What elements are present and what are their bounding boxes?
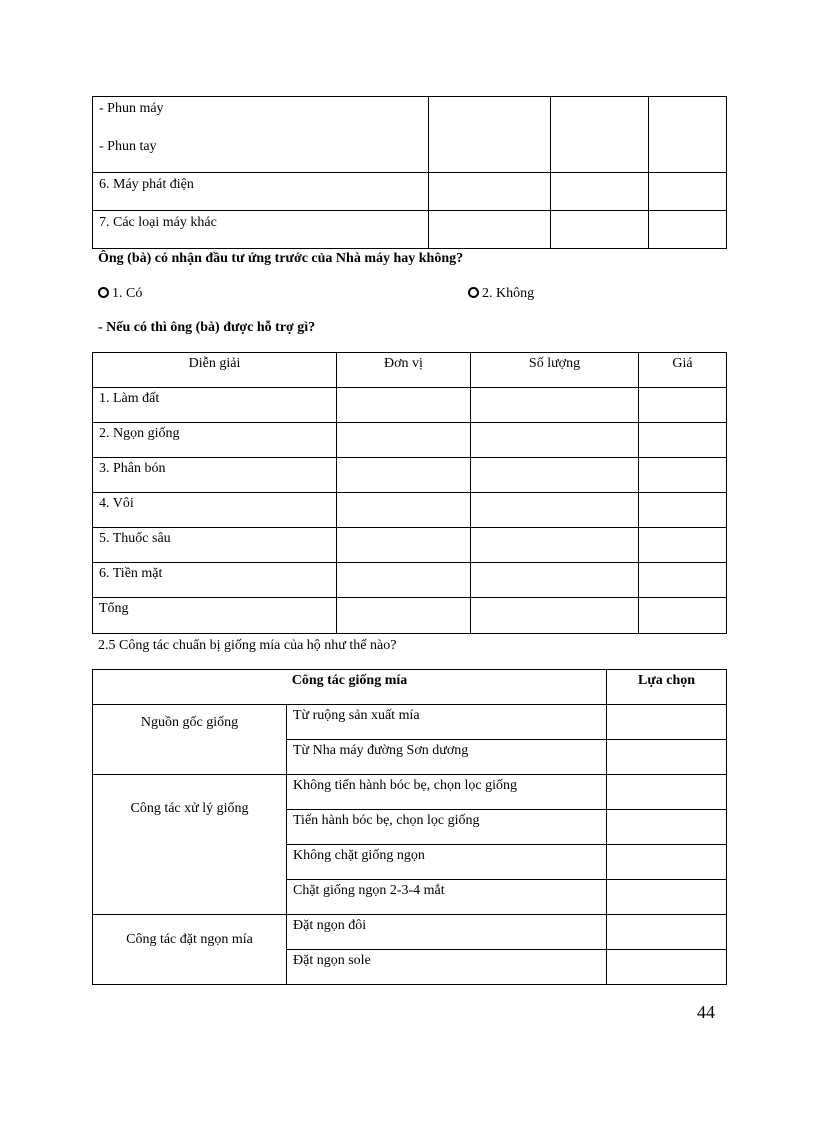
input-cell[interactable] [639,388,727,423]
column-header: Lựa chọn [607,670,727,705]
row-label: 4. Vôi [93,493,337,528]
choice-cell[interactable] [607,810,727,845]
seed-preparation-table [92,669,727,985]
choice-cell[interactable] [607,880,727,915]
input-cell[interactable] [649,173,727,211]
equipment-label: 7. Các loại máy khác [93,211,429,249]
input-cell[interactable] [551,97,649,173]
option-no-label: 2. Không [482,286,535,301]
group-label: Công tác đặt ngọn mía [93,915,287,985]
table-row [93,211,727,249]
input-cell[interactable] [429,211,551,249]
input-cell[interactable] [639,598,727,634]
input-cell[interactable] [337,388,471,423]
row-label: 5. Thuốc sâu [93,528,337,563]
option-label: Từ ruộng sản xuất mía [287,705,607,740]
option-label: Từ Nha máy đường Sơn dương [287,740,607,775]
input-cell[interactable] [471,528,639,563]
column-header: Công tác giống mía [93,670,607,705]
table-row [93,97,727,173]
column-header: Giá [639,353,727,388]
input-cell[interactable] [337,598,471,634]
input-cell[interactable] [471,493,639,528]
question-advance: Ông (bà) có nhận đầu tư ứng trước của Nhà máy hay không? [98,251,464,266]
option-label: Đặt ngọn sole [287,950,607,985]
choice-cell[interactable] [607,950,727,985]
option-label: Không chặt giống ngọn [287,845,607,880]
input-cell[interactable] [337,528,471,563]
input-cell[interactable] [337,493,471,528]
input-cell[interactable] [337,458,471,493]
choice-cell[interactable] [607,705,727,740]
table-row [93,423,727,458]
choice-cell[interactable] [607,775,727,810]
table-row [93,705,727,740]
input-cell[interactable] [639,563,727,598]
input-cell[interactable] [551,211,649,249]
row-label: 2. Ngọn giống [93,423,337,458]
table-header-row [93,353,727,388]
equipment-cell [93,97,429,173]
input-cell[interactable] [429,97,551,173]
page-number: 44 [697,1002,715,1022]
input-cell[interactable] [471,563,639,598]
input-cell[interactable] [337,563,471,598]
question-support: - Nếu có thì ông (bà) được hỗ trợ gì? [98,320,316,335]
input-cell[interactable] [639,528,727,563]
input-cell[interactable] [471,458,639,493]
table-row [93,388,727,423]
support-table [92,352,727,634]
table-header-row [93,670,727,705]
input-cell[interactable] [429,173,551,211]
row-label: 6. Tiền mặt [93,563,337,598]
option-label: Tiến hành bóc bẹ, chọn lọc giống [287,810,607,845]
table-row [93,915,727,950]
group-label: Nguồn gốc giống [93,705,287,775]
radio-icon[interactable] [98,287,109,298]
input-cell[interactable] [639,423,727,458]
column-header: Diễn giải [93,353,337,388]
row-label: 3. Phân bón [93,458,337,493]
choice-cell[interactable] [607,845,727,880]
table-row [93,528,727,563]
input-cell[interactable] [471,598,639,634]
table-row [93,493,727,528]
column-header: Đơn vị [337,353,471,388]
input-cell[interactable] [471,388,639,423]
row-label: 1. Làm đất [93,388,337,423]
input-cell[interactable] [639,458,727,493]
input-cell[interactable] [551,173,649,211]
table-row [93,598,727,634]
choice-cell[interactable] [607,740,727,775]
option-label: Không tiến hành bóc bẹ, chọn lọc giống [287,775,607,810]
radio-icon[interactable] [468,287,479,298]
group-label: Công tác xử lý giống [93,775,287,915]
equipment-label: - Phun tay [99,139,157,154]
input-cell[interactable] [649,97,727,173]
table-row [93,775,727,810]
input-cell[interactable] [471,423,639,458]
column-header: Số lượng [471,353,639,388]
option-yes-label: 1. Có [112,286,143,301]
input-cell[interactable] [639,493,727,528]
equipment-label: - Phun máy [99,101,164,116]
row-label: Tổng [93,598,337,634]
input-cell[interactable] [337,423,471,458]
table-row [93,173,727,211]
equipment-table [92,96,727,249]
table-row [93,458,727,493]
option-label: Chặt giống ngọn 2-3-4 mắt [287,880,607,915]
question-seed: 2.5 Công tác chuẩn bị giống mía của hộ như thế nào? [98,638,397,653]
option-label: Đặt ngọn đôi [287,915,607,950]
option-no[interactable] [468,286,534,302]
choice-cell[interactable] [607,915,727,950]
input-cell[interactable] [649,211,727,249]
equipment-label: 6. Máy phát điện [93,173,429,211]
option-yes[interactable] [98,286,142,302]
table-row [93,563,727,598]
